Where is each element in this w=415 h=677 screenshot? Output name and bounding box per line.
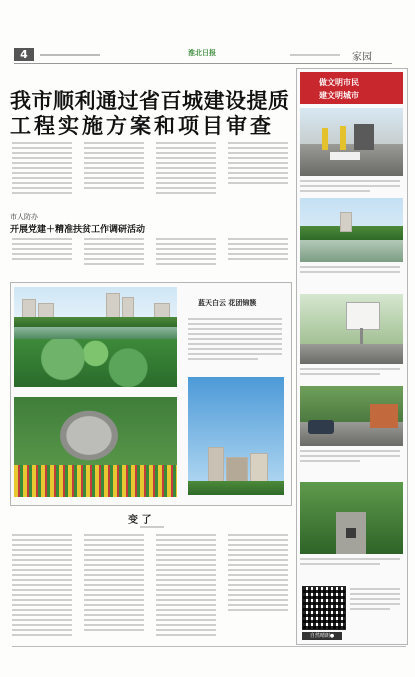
sidebar-photo-riverside — [300, 198, 403, 262]
photo-city-lake — [14, 287, 177, 387]
photo-rock-garden — [14, 397, 177, 497]
sidebar-caption-5 — [300, 558, 403, 570]
photo-feature-title: 蓝天白云 花团锦簇 — [198, 299, 257, 307]
sidebar-photo-avenue — [300, 482, 403, 554]
header-date-line — [40, 54, 100, 56]
sidebar-photo-street-car — [300, 386, 403, 446]
main-headline-line2: 工程实施方案和项目审查 — [10, 114, 274, 138]
page-number-box: 4 — [14, 48, 34, 61]
sidebar-banner-line1: 做文明市民 — [319, 78, 359, 87]
header-meta-line — [290, 54, 340, 56]
photo-sky-buildings — [188, 377, 284, 495]
secondary-headline: 开展党建＋精准扶贫工作调研活动 — [10, 225, 146, 235]
footer-rule — [12, 646, 406, 647]
bottom-story-byline-line — [140, 526, 164, 528]
qr-side-text — [350, 588, 402, 618]
sidebar-banner-line2: 建文明城市 — [319, 91, 359, 100]
sidebar-photo-street-cleaning — [300, 108, 403, 176]
sidebar-caption-3 — [300, 368, 403, 380]
photo-feature-caption — [188, 318, 284, 368]
qr-code — [302, 586, 346, 630]
main-headline-line1: 我市顺利通过省百城建设提质 — [10, 89, 290, 113]
bottom-story-title: 变 了 — [128, 515, 152, 526]
qr-label-badge: 自然晴朗● — [302, 632, 342, 640]
section-label: 家园 — [352, 52, 372, 63]
secondary-kicker: 市人防办 — [10, 213, 38, 221]
sidebar-caption-2 — [300, 266, 403, 278]
sidebar-photo-billboard — [300, 294, 403, 364]
sidebar-caption-1 — [300, 180, 403, 194]
masthead-logo: 淮北日报 — [188, 49, 216, 57]
header-rule — [14, 63, 392, 64]
bottom-story-body — [12, 534, 290, 642]
sidebar-caption-4 — [300, 450, 403, 466]
secondary-story-body — [12, 238, 290, 278]
main-story-body — [12, 142, 290, 198]
